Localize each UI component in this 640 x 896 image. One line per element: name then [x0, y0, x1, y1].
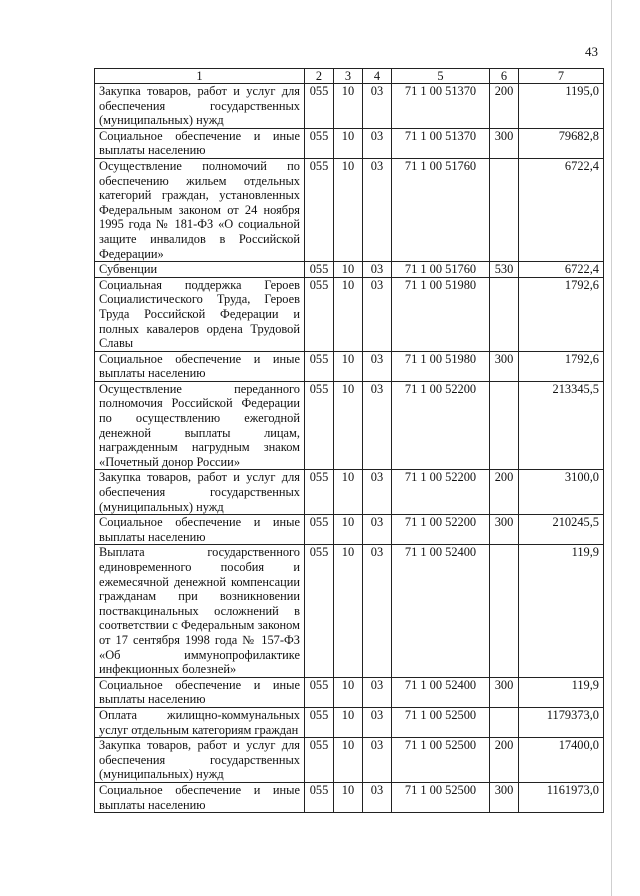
item-name-cell: Социальное обеспечение и иные выплаты населению [95, 782, 305, 812]
item-name-cell: Социальное обеспечение и иные выплаты населению [95, 351, 305, 381]
column-header: 4 [363, 69, 392, 84]
amount-cell: 119,9 [519, 545, 604, 677]
amount-cell: 3100,0 [519, 470, 604, 515]
header-row [95, 69, 604, 84]
amount-cell: 1161973,0 [519, 782, 604, 812]
amount-cell: 17400,0 [519, 738, 604, 783]
target-article-code-cell: 71 1 00 51760 [392, 158, 490, 261]
table-row [95, 277, 604, 351]
table-row [95, 738, 604, 783]
expense-type-code-cell: 300 [490, 677, 519, 707]
ministry-code-cell: 055 [305, 707, 334, 737]
section-code-cell: 10 [334, 381, 363, 470]
subsection-code-cell: 03 [363, 84, 392, 129]
subsection-code-cell: 03 [363, 782, 392, 812]
section-code-cell: 10 [334, 262, 363, 278]
item-name-cell: Социальное обеспечение и иные выплаты населению [95, 128, 305, 158]
ministry-code-cell: 055 [305, 128, 334, 158]
table-row [95, 782, 604, 812]
amount-cell: 1792,6 [519, 277, 604, 351]
item-name-cell: Осуществление переданного полномочия Российской Федерации по осуществлению ежегодной денежной выплаты лицам, награжденным нагрудным знаком «Почетный донор России» [95, 381, 305, 470]
amount-cell: 6722,4 [519, 158, 604, 261]
target-article-code-cell: 71 1 00 51370 [392, 128, 490, 158]
expense-type-code-cell [490, 381, 519, 470]
item-name-cell: Закупка товаров, работ и услуг для обеспечения государственных (муниципальных) нужд [95, 84, 305, 129]
item-name-cell: Социальная поддержка Героев Социалистического Труда, Героев Труда Российской Федерации и полных кавалеров ордена Трудовой Славы [95, 277, 305, 351]
table-row [95, 545, 604, 677]
target-article-code-cell: 71 1 00 51980 [392, 277, 490, 351]
expense-type-code-cell: 200 [490, 738, 519, 783]
subsection-code-cell: 03 [363, 738, 392, 783]
subsection-code-cell: 03 [363, 128, 392, 158]
section-code-cell: 10 [334, 470, 363, 515]
subsection-code-cell: 03 [363, 470, 392, 515]
expense-type-code-cell: 300 [490, 515, 519, 545]
subsection-code-cell: 03 [363, 545, 392, 677]
expense-type-code-cell: 530 [490, 262, 519, 278]
section-code-cell: 10 [334, 782, 363, 812]
expense-type-code-cell [490, 277, 519, 351]
page-number: 43 [585, 44, 598, 59]
table-row [95, 84, 604, 129]
ministry-code-cell: 055 [305, 262, 334, 278]
ministry-code-cell: 055 [305, 782, 334, 812]
ministry-code-cell: 055 [305, 84, 334, 129]
amount-cell: 6722,4 [519, 262, 604, 278]
section-code-cell: 10 [334, 351, 363, 381]
subsection-code-cell: 03 [363, 677, 392, 707]
amount-cell: 1792,6 [519, 351, 604, 381]
table-row [95, 707, 604, 737]
target-article-code-cell: 71 1 00 52500 [392, 738, 490, 783]
column-header: 1 [95, 69, 305, 84]
subsection-code-cell: 03 [363, 158, 392, 261]
item-name-cell: Субвенции [95, 262, 305, 278]
target-article-code-cell: 71 1 00 51980 [392, 351, 490, 381]
target-article-code-cell: 71 1 00 51760 [392, 262, 490, 278]
subsection-code-cell: 03 [363, 262, 392, 278]
amount-cell: 210245,5 [519, 515, 604, 545]
table-row [95, 515, 604, 545]
target-article-code-cell: 71 1 00 52200 [392, 470, 490, 515]
expense-type-code-cell: 300 [490, 128, 519, 158]
subsection-code-cell: 03 [363, 351, 392, 381]
item-name-cell: Выплата государственного единовременного пособия и ежемесячной денежной компенсации гражданам при возникновении поствакцинальных осложнений в соответствии с Федеральным законом от 17 сентября 1998 года № 157-ФЗ «Об иммунопрофилактике инфекционных болезней» [95, 545, 305, 677]
target-article-code-cell: 71 1 00 52500 [392, 782, 490, 812]
target-article-code-cell: 71 1 00 52200 [392, 381, 490, 470]
expense-type-code-cell [490, 707, 519, 737]
ministry-code-cell: 055 [305, 351, 334, 381]
amount-cell: 213345,5 [519, 381, 604, 470]
target-article-code-cell: 71 1 00 51370 [392, 84, 490, 129]
expense-type-code-cell: 300 [490, 782, 519, 812]
section-code-cell: 10 [334, 277, 363, 351]
item-name-cell: Социальное обеспечение и иные выплаты населению [95, 515, 305, 545]
column-header: 7 [519, 69, 604, 84]
section-code-cell: 10 [334, 545, 363, 677]
subsection-code-cell: 03 [363, 277, 392, 351]
amount-cell: 1195,0 [519, 84, 604, 129]
column-header: 5 [392, 69, 490, 84]
target-article-code-cell: 71 1 00 52200 [392, 515, 490, 545]
ministry-code-cell: 055 [305, 381, 334, 470]
section-code-cell: 10 [334, 158, 363, 261]
table-row [95, 677, 604, 707]
ministry-code-cell: 055 [305, 515, 334, 545]
column-header: 6 [490, 69, 519, 84]
subsection-code-cell: 03 [363, 515, 392, 545]
section-code-cell: 10 [334, 707, 363, 737]
subsection-code-cell: 03 [363, 707, 392, 737]
section-code-cell: 10 [334, 738, 363, 783]
table-body [95, 84, 604, 813]
table-row [95, 381, 604, 470]
column-header: 3 [334, 69, 363, 84]
item-name-cell: Оплата жилищно-коммунальных услуг отдельным категориям граждан [95, 707, 305, 737]
expense-type-code-cell: 200 [490, 84, 519, 129]
table-row [95, 262, 604, 278]
ministry-code-cell: 055 [305, 277, 334, 351]
table-row [95, 158, 604, 261]
target-article-code-cell: 71 1 00 52400 [392, 677, 490, 707]
item-name-cell: Осуществление полномочий по обеспечению жильем отдельных категорий граждан, установленных Федеральным законом от 24 ноября 1995 года № 181-ФЗ «О социальной защите инвалидов в Российской Федерации» [95, 158, 305, 261]
section-code-cell: 10 [334, 677, 363, 707]
scan-edge-line [611, 0, 612, 896]
section-code-cell: 10 [334, 84, 363, 129]
table-row [95, 128, 604, 158]
item-name-cell: Закупка товаров, работ и услуг для обеспечения государственных (муниципальных) нужд [95, 470, 305, 515]
section-code-cell: 10 [334, 128, 363, 158]
expense-type-code-cell: 200 [490, 470, 519, 515]
expense-type-code-cell [490, 158, 519, 261]
target-article-code-cell: 71 1 00 52500 [392, 707, 490, 737]
section-code-cell: 10 [334, 515, 363, 545]
item-name-cell: Социальное обеспечение и иные выплаты населению [95, 677, 305, 707]
ministry-code-cell: 055 [305, 677, 334, 707]
target-article-code-cell: 71 1 00 52400 [392, 545, 490, 677]
column-header: 2 [305, 69, 334, 84]
subsection-code-cell: 03 [363, 381, 392, 470]
expense-type-code-cell [490, 545, 519, 677]
amount-cell: 79682,8 [519, 128, 604, 158]
ministry-code-cell: 055 [305, 470, 334, 515]
ministry-code-cell: 055 [305, 545, 334, 677]
table-row [95, 351, 604, 381]
table-row [95, 470, 604, 515]
ministry-code-cell: 055 [305, 158, 334, 261]
budget-table [94, 68, 604, 813]
ministry-code-cell: 055 [305, 738, 334, 783]
amount-cell: 119,9 [519, 677, 604, 707]
expense-type-code-cell: 300 [490, 351, 519, 381]
item-name-cell: Закупка товаров, работ и услуг для обеспечения государственных (муниципальных) нужд [95, 738, 305, 783]
amount-cell: 1179373,0 [519, 707, 604, 737]
